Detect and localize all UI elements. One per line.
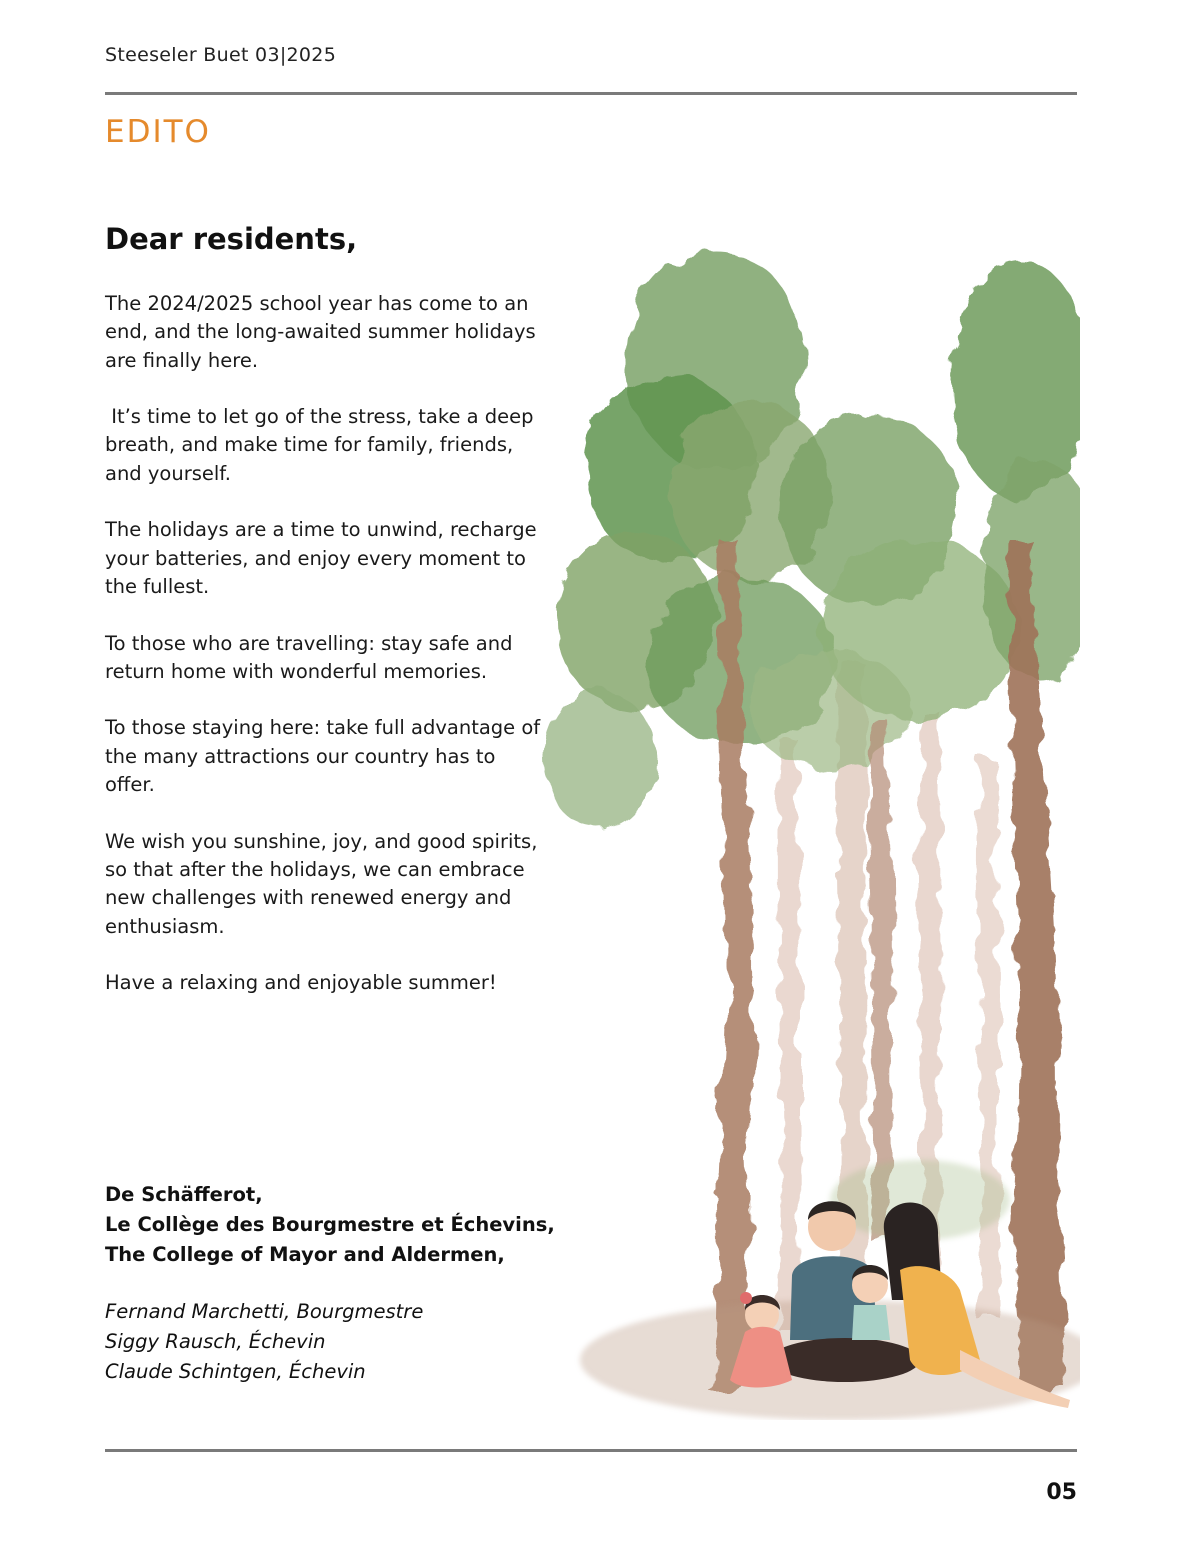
signoff-line: Le Collège des Bourgmestre et Échevins, xyxy=(105,1213,555,1236)
signoff-block xyxy=(105,1180,555,1270)
signatory: Siggy Rausch, Échevin xyxy=(105,1330,326,1353)
letter-paragraph: The holidays are a time to unwind, recharge your batteries, and enjoy every moment to the fullest. xyxy=(105,518,537,598)
header-divider xyxy=(105,92,1077,95)
signoff-line: De Schäfferot, xyxy=(105,1183,263,1206)
signatories-block xyxy=(105,1297,423,1387)
letter-greeting: Dear residents, xyxy=(105,222,358,256)
letter-paragraph: To those who are travelling: stay safe and return home with wonderful memories. xyxy=(105,631,513,683)
page-number: 05 xyxy=(1046,1480,1077,1505)
publication-title: Steeseler Buet 03|2025 xyxy=(105,44,337,66)
signatory: Fernand Marchetti, Bourgmestre xyxy=(105,1300,424,1323)
forest-family-illustration xyxy=(540,240,1080,1420)
letter-paragraph: To those staying here: take full advantage of the many attractions our country has to offer. xyxy=(105,716,541,797)
footer-divider xyxy=(105,1449,1077,1452)
signoff-line: The College of Mayor and Aldermen, xyxy=(105,1243,505,1266)
section-title: EDITO xyxy=(105,114,211,150)
signatory: Claude Schintgen, Échevin xyxy=(105,1360,366,1383)
letter-paragraph: The 2024/2025 school year has come to an end, and the long-awaited summer holidays are finally here. xyxy=(105,292,536,372)
letter-paragraph: It’s time to let go of the stress, take a deep breath, and make time for family, friends, and yourself. xyxy=(105,405,540,485)
letter-paragraph: We wish you sunshine, joy, and good spirits, so that after the holidays, we can embrace new challenges with renewed energy and enthusiasm. xyxy=(105,829,538,938)
letter-paragraph: Have a relaxing and enjoyable summer! xyxy=(105,971,497,995)
letter-body xyxy=(105,290,545,1026)
